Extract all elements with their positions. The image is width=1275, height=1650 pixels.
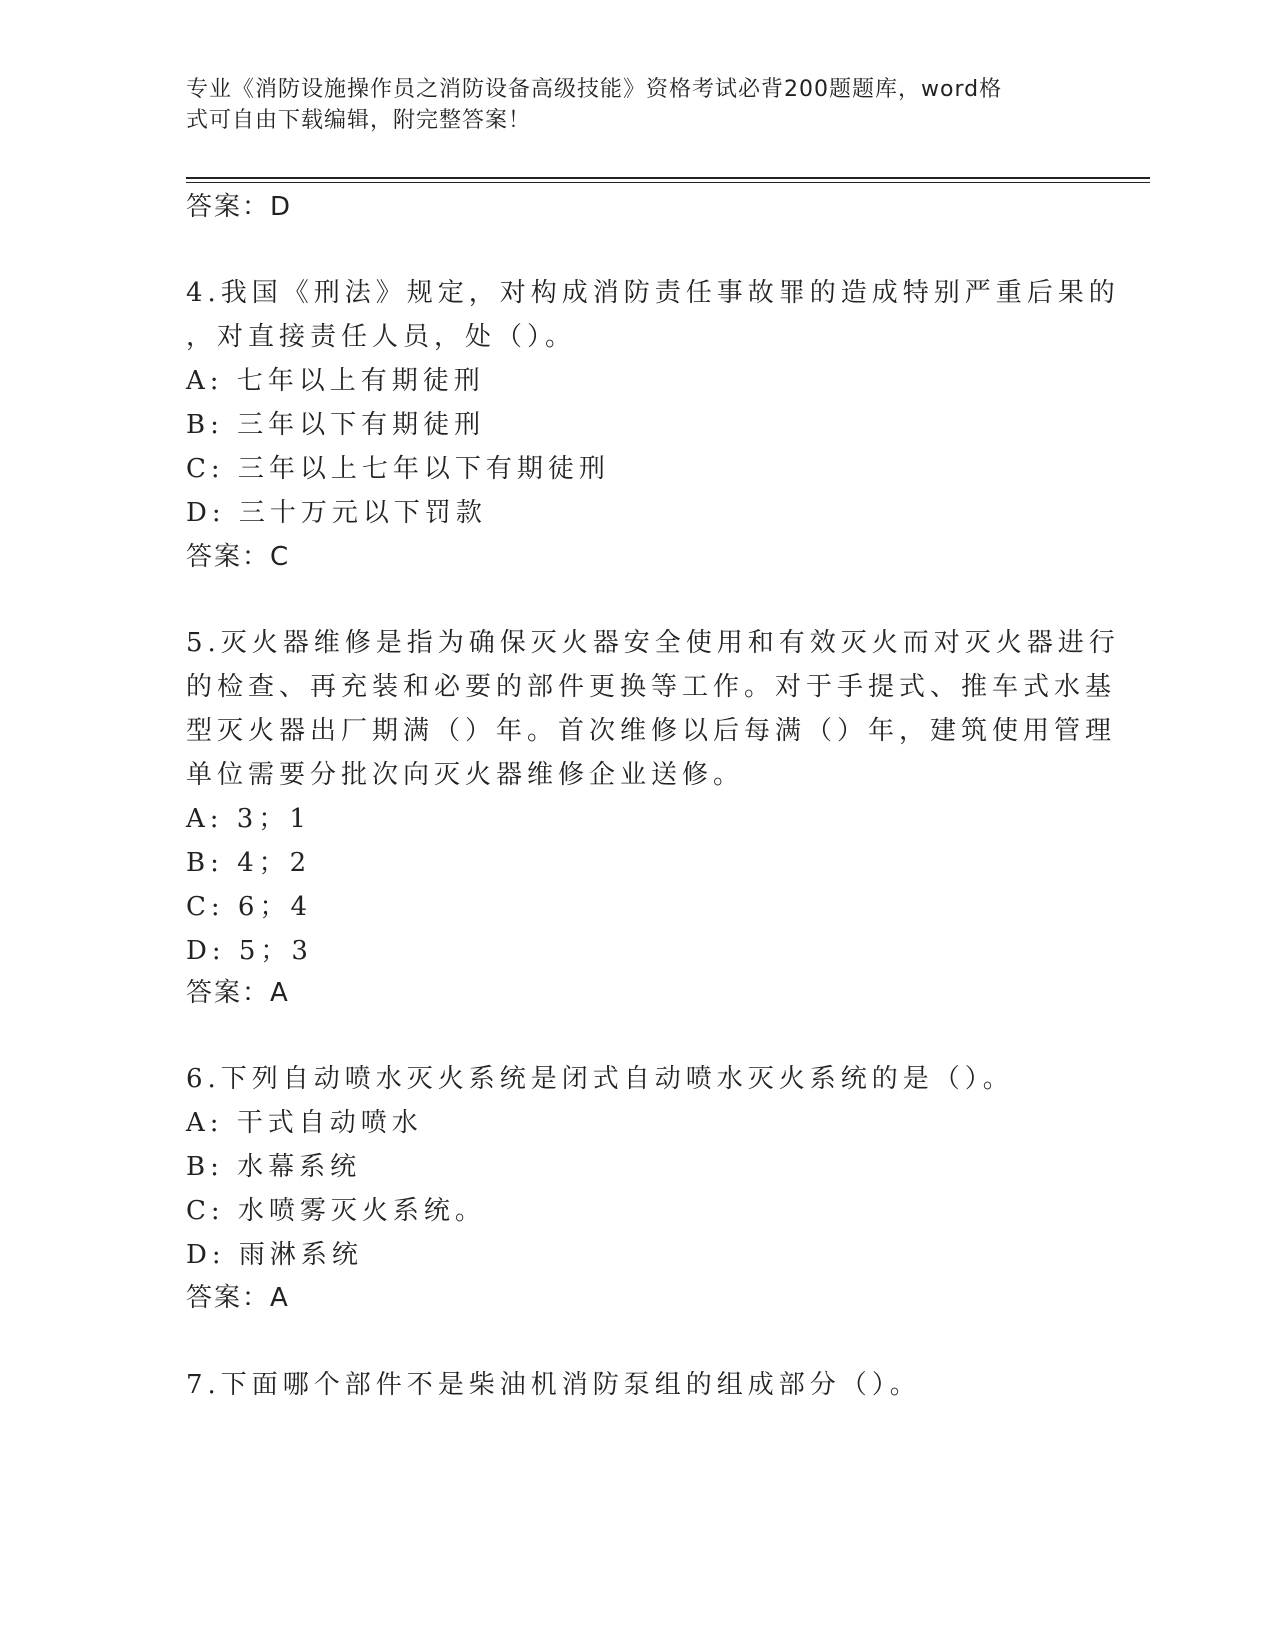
q6-text-line-1: 6.下列自动喷水灭火系统是闭式自动喷水灭火系统的是（）。 [186, 1064, 1014, 1094]
q5-text-line-3: 型灭火器出厂期满（）年。首次维修以后每满（）年，建筑使用管理 [186, 716, 1117, 746]
q5-text-line-2: 的检查、再充装和必要的部件更换等工作。对于手提式、推车式水基 [186, 672, 1117, 702]
q5-option-b: B: 4；2 [186, 848, 312, 878]
q4-text-line-1: 4.我国《刑法》规定，对构成消防责任事故罪的造成特别严重后果的 [186, 278, 1120, 308]
previous-answer: 答案：D [186, 192, 293, 222]
q6-option-d: D: 雨淋系统 [186, 1240, 363, 1270]
q5-answer: 答案：A [186, 978, 290, 1008]
q4-option-a: A: 七年以上有期徒刑 [186, 366, 485, 396]
q4-option-d: D: 三十万元以下罚款 [186, 498, 487, 528]
q5-text-line-4: 单位需要分批次向灭火器维修企业送修。 [186, 760, 745, 790]
q4-answer: 答案：C [186, 542, 291, 572]
header-rule-thin [186, 182, 1150, 183]
header-line-2: 式可自由下载编辑，附完整答案！ [186, 108, 532, 133]
q6-option-c: C: 水喷雾灭火系统。 [186, 1196, 486, 1226]
q6-option-b: B: 水幕系统 [186, 1152, 362, 1182]
document-header [186, 74, 1066, 136]
q6-option-a: A: 干式自动喷水 [186, 1108, 423, 1138]
q5-option-c: C: 6；4 [186, 892, 313, 922]
q4-option-c: C: 三年以上七年以下有期徒刑 [186, 454, 610, 484]
header-rule-thick [186, 177, 1150, 179]
q4-text-line-2: ，对直接责任人员，处（）。 [186, 322, 577, 352]
q5-text-line-1: 5.灭火器维修是指为确保灭火器安全使用和有效灭火而对灭火器进行 [186, 628, 1120, 658]
q7-text-line-1: 7.下面哪个部件不是柴油机消防泵组的组成部分（）。 [186, 1370, 921, 1400]
q5-option-d: D: 5；3 [186, 936, 313, 966]
q6-answer: 答案：A [186, 1283, 290, 1313]
q5-option-a: A: 3；1 [186, 804, 311, 834]
header-line-1: 专业《消防设施操作员之消防设备高级技能》资格考试必背200题题库，word格 [186, 77, 1003, 102]
q4-option-b: B: 三年以下有期徒刑 [186, 410, 486, 440]
